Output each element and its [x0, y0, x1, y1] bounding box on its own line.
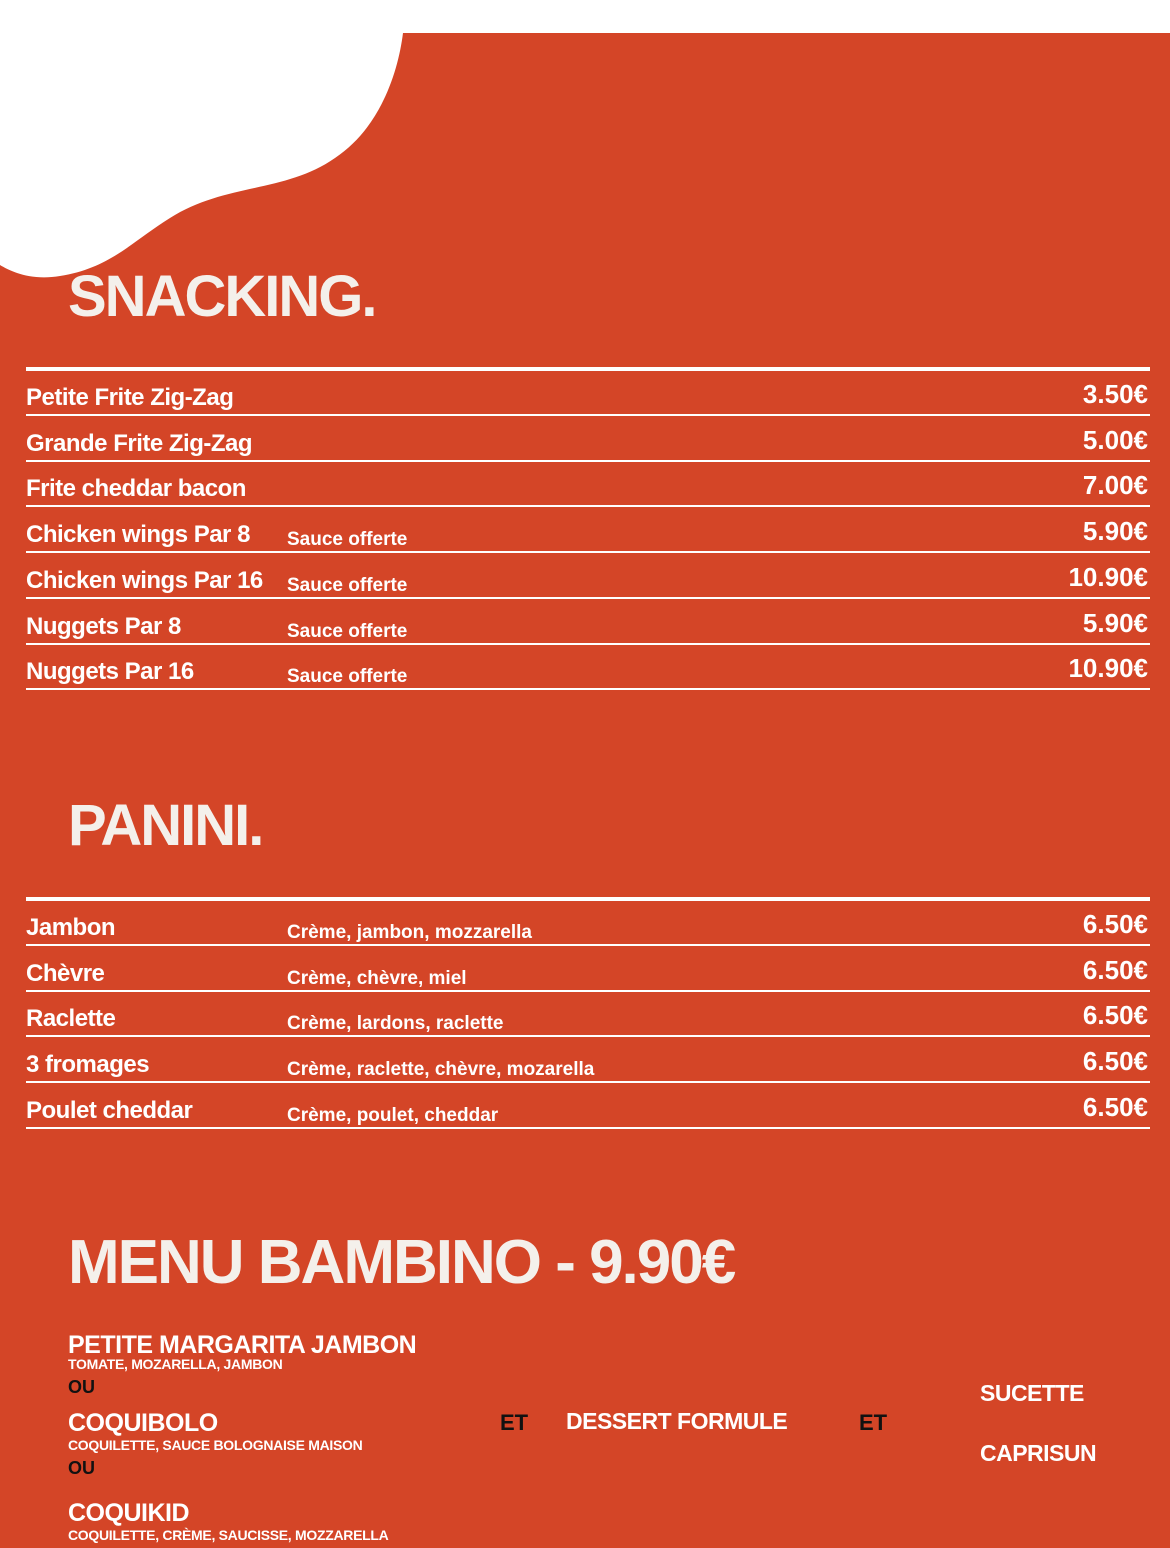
menu-panel [0, 33, 1170, 1548]
item-price: 5.00€ [1082, 424, 1148, 455]
item-name: Chicken wings Par 8 [26, 521, 250, 549]
snacking-title: SNACKING. [68, 264, 376, 329]
bambino-option-1-name: PETITE MARGARITA JAMBON [68, 1331, 417, 1359]
item-price: 7.00€ [1082, 470, 1148, 501]
bambino-option-2-desc: COQUILETTE, SAUCE BOLOGNAISE MAISON [68, 1437, 363, 1453]
bambino-or-2: OU [68, 1458, 95, 1478]
menu-row [26, 601, 1150, 645]
bambino-dessert: DESSERT FORMULE [566, 1408, 788, 1434]
row-divider [26, 597, 1150, 599]
item-price: 6.50€ [1082, 1046, 1148, 1077]
item-note: Crème, poulet, cheddar [287, 1104, 499, 1126]
item-name: Chicken wings Par 16 [26, 566, 263, 594]
item-note: Sauce offerte [287, 529, 408, 551]
menu-row [26, 418, 1150, 462]
row-divider [26, 460, 1150, 462]
item-price: 6.50€ [1082, 1000, 1148, 1031]
bambino-option-3-desc: COQUILETTE, CRÈME, SAUCISSE, MOZZARELLA [68, 1527, 389, 1543]
item-name: Grande Frite Zig-Zag [26, 429, 253, 457]
item-price: 6.50€ [1082, 954, 1148, 985]
menu-row [26, 646, 1150, 690]
item-name: Petite Frite Zig-Zag [26, 384, 234, 411]
row-divider [26, 990, 1150, 992]
item-name: Chèvre [26, 959, 105, 987]
item-price: 3.50€ [1082, 379, 1148, 409]
menu-row [26, 948, 1150, 992]
panini-top-rule [26, 897, 1150, 901]
bambino-or-1: OU [68, 1377, 95, 1397]
item-name: Nuggets Par 16 [26, 658, 194, 686]
bambino-title: MENU BAMBINO - 9.90€ [68, 1228, 735, 1297]
row-divider [26, 688, 1150, 690]
item-note: Crème, lardons, raclette [287, 1013, 504, 1035]
menu-row [26, 1085, 1150, 1129]
item-name: Poulet cheddar [26, 1096, 193, 1124]
menu-row [26, 509, 1150, 553]
item-note: Sauce offerte [287, 620, 408, 642]
item-price: 6.50€ [1082, 909, 1148, 939]
bambino-extra-sucette: SUCETTE [980, 1380, 1084, 1406]
item-name: Frite cheddar bacon [26, 475, 246, 503]
item-note: Sauce offerte [287, 666, 408, 688]
item-note: Crème, chèvre, miel [287, 967, 467, 989]
panini-title: PANINI. [68, 793, 263, 858]
item-price: 10.90€ [1068, 561, 1148, 592]
bambino-extra-caprisun: CAPRISUN [980, 1440, 1097, 1466]
item-note: Crème, jambon, mozzarella [287, 922, 532, 943]
item-name: 3 fromages [26, 1051, 150, 1079]
item-name: Jambon [26, 914, 116, 941]
menu-row [26, 372, 1150, 416]
bambino-and-2: ET [859, 1410, 888, 1435]
row-divider [26, 1127, 1150, 1129]
decorative-wave-shape [0, 33, 420, 293]
row-divider [26, 551, 1150, 553]
bambino-and-1: ET [500, 1410, 529, 1435]
row-divider [26, 414, 1150, 416]
snacking-top-rule [26, 367, 1150, 371]
row-divider [26, 643, 1150, 645]
item-price: 5.90€ [1082, 516, 1148, 547]
menu-row [26, 902, 1150, 946]
item-name: Raclette [26, 1005, 116, 1033]
item-price: 5.90€ [1082, 607, 1148, 638]
bambino-option-2-name: COQUIBOLO [68, 1409, 218, 1437]
bambino-option-1-desc: TOMATE, MOZARELLA, JAMBON [68, 1356, 283, 1372]
item-note: Crème, raclette, chèvre, mozarella [287, 1059, 595, 1081]
menu-row [26, 555, 1150, 599]
row-divider [26, 1081, 1150, 1083]
row-divider [26, 1035, 1150, 1037]
item-price: 10.90€ [1068, 653, 1148, 684]
menu-row [26, 463, 1150, 507]
bambino-option-3-name: COQUIKID [68, 1499, 189, 1527]
menu-row [26, 993, 1150, 1037]
item-price: 6.50€ [1082, 1091, 1148, 1122]
menu-row [26, 1039, 1150, 1083]
item-note: Sauce offerte [287, 574, 408, 596]
row-divider [26, 505, 1150, 507]
item-name: Nuggets Par 8 [26, 612, 181, 640]
row-divider [26, 944, 1150, 946]
